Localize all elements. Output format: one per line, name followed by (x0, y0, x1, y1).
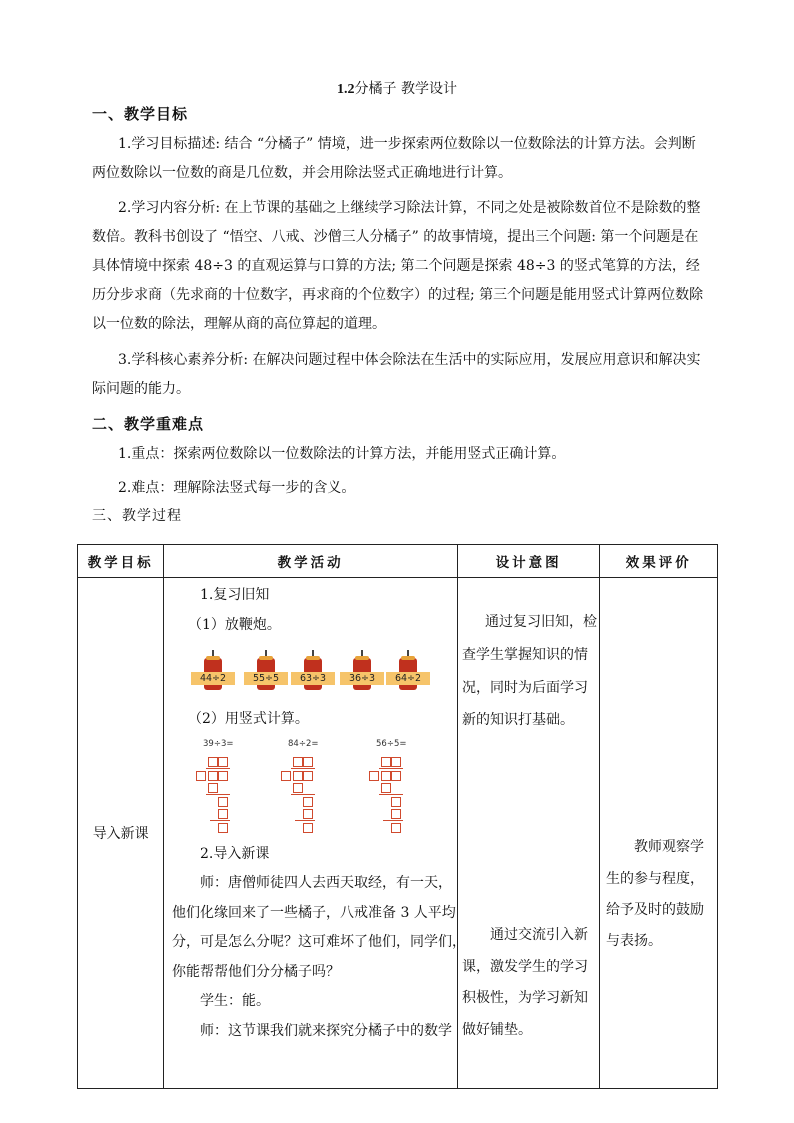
activity-teacher-line: 师：唐僧师徒四人去西天取经，有一天， (200, 875, 452, 891)
paragraph-objective-1: 1.学习目标描述: 结合 “分橘子” 情境，进一步探索两位数除以一位数除法的计算方法。会判断两位数除以一位数的商是几位数，并会用除法竖式正确地进行计算。 (92, 136, 696, 181)
answer-box (391, 757, 401, 767)
answer-box (391, 823, 401, 833)
division-expression: 56÷5= (376, 739, 407, 749)
intent-text: 新的知识打基础。 (462, 712, 574, 728)
division-expression: 84÷2= (288, 739, 319, 749)
activity-teacher-line: 你能帮帮他们分分橘子吗？ (172, 964, 340, 980)
answer-box (303, 757, 313, 767)
answer-box (303, 809, 313, 819)
answer-box (218, 757, 228, 767)
answer-box (391, 809, 401, 819)
activity-student-line: 学生：能。 (200, 993, 270, 1009)
answer-box (381, 771, 391, 781)
intent-text: 通过交流引入新 (490, 927, 588, 943)
division-line (210, 820, 230, 821)
answer-box (208, 771, 218, 781)
table-header-row (78, 545, 718, 578)
answer-box (208, 757, 218, 767)
section-heading-1: 一、教学目标 (92, 105, 189, 123)
answer-box (218, 823, 228, 833)
answer-box (281, 771, 291, 781)
activity-review: 1.复习旧知 (200, 587, 270, 603)
answer-box (218, 771, 228, 781)
header-intent: 设计意图 (457, 545, 600, 578)
division-line (379, 794, 403, 795)
answer-box (218, 809, 228, 819)
firecracker-expression: 64÷2 (386, 672, 430, 685)
answer-box (381, 757, 391, 767)
division-line (379, 768, 403, 769)
paragraph-objective-2: 2.学习内容分析: 在上节课的基础之上继续学习除法计算，不同之处是被除数首位不是除数的整数倍。教科书创设了 “悟空、八戒、沙僧三人分橘子” 的故事情境，提出三个问题: 第一个问题是在具体情境中探索 48÷3 的直观运算与口算的方法; 第二个问题是探索 48÷3 的竖式笔算的方法，经历分步求商（先求商的十位数字，再求商的个位数字）的过程; 第三个问题是能用竖式计算两位数除以一位数的除法，理解从商的高位算起的道理。 (92, 200, 704, 332)
division-line (206, 794, 230, 795)
intent-text: 积极性，为学习新知 (462, 990, 588, 1006)
answer-box (381, 783, 391, 793)
firecracker-expression: 55÷5 (244, 672, 288, 685)
header-objective: 教学目标 (78, 545, 164, 578)
activity-teacher-line: 他们化缘回来了一些橘子，八戒准备 3 人平均 (172, 905, 456, 921)
activity-teacher-line: 分，可是怎么分呢？这可难坏了他们，同学们， (172, 934, 466, 950)
answer-box (293, 771, 303, 781)
intent-text: 通过复习旧知，检 (485, 614, 597, 630)
row-label: 导入新课 (78, 578, 164, 1089)
firecracker-expression: 44÷2 (191, 672, 235, 685)
evaluation-text: 与表扬。 (606, 933, 662, 949)
answer-box (208, 783, 218, 793)
division-expression: 39÷3= (203, 739, 234, 749)
activity-vertical-calc-label: （2）用竖式计算。 (188, 711, 309, 727)
section-heading-3: 三、教学过程 (92, 508, 182, 524)
answer-box (218, 797, 228, 807)
intent-text: 课，激发学生的学习 (462, 959, 588, 975)
header-evaluation: 效果评价 (600, 545, 718, 578)
firecracker-expression: 36÷3 (340, 672, 384, 685)
document-title (0, 78, 794, 98)
intent-text: 况，同时为后面学习 (462, 680, 588, 696)
paragraph-keypoint: 1.重点：探索两位数除以一位数除法的计算方法，并能用竖式正确计算。 (118, 446, 566, 462)
title-text: 分橘子 教学设计 (354, 81, 457, 97)
paragraph-difficulty: 2.难点：理解除法竖式每一步的含义。 (118, 480, 356, 496)
answer-box (293, 757, 303, 767)
firecracker-expression: 63÷3 (291, 672, 335, 685)
paragraph-objective-3: 3.学科核心素养分析: 在解决问题过程中体会除法在生活中的实际应用，发展应用意识和解决实际问题的能力。 (92, 352, 701, 397)
intent-text: 查学生掌握知识的情 (462, 647, 588, 663)
answer-box (196, 771, 206, 781)
evaluation-text: 生的参与程度， (606, 871, 704, 887)
title-number: 1.2 (337, 82, 355, 97)
answer-box (391, 771, 401, 781)
activity-intro: 2.导入新课 (200, 846, 270, 862)
evaluation-text: 教师观察学 (634, 839, 704, 855)
activity-teacher-line: 师：这节课我们就来探究分橘子中的数学 (200, 1023, 452, 1039)
answer-box (369, 771, 379, 781)
intent-text: 做好铺垫。 (462, 1022, 532, 1038)
answer-box (391, 797, 401, 807)
header-activity: 教学活动 (164, 545, 457, 578)
division-line (295, 820, 315, 821)
activity-firecracker-label: （1）放鞭炮。 (188, 617, 281, 633)
division-line (291, 768, 315, 769)
answer-box (303, 771, 313, 781)
division-line (291, 794, 315, 795)
division-line (206, 768, 230, 769)
answer-box (303, 797, 313, 807)
answer-box (293, 783, 303, 793)
division-line (383, 820, 403, 821)
evaluation-text: 给予及时的鼓励 (606, 902, 704, 918)
answer-box (303, 823, 313, 833)
section-heading-2: 二、教学重难点 (92, 415, 205, 433)
